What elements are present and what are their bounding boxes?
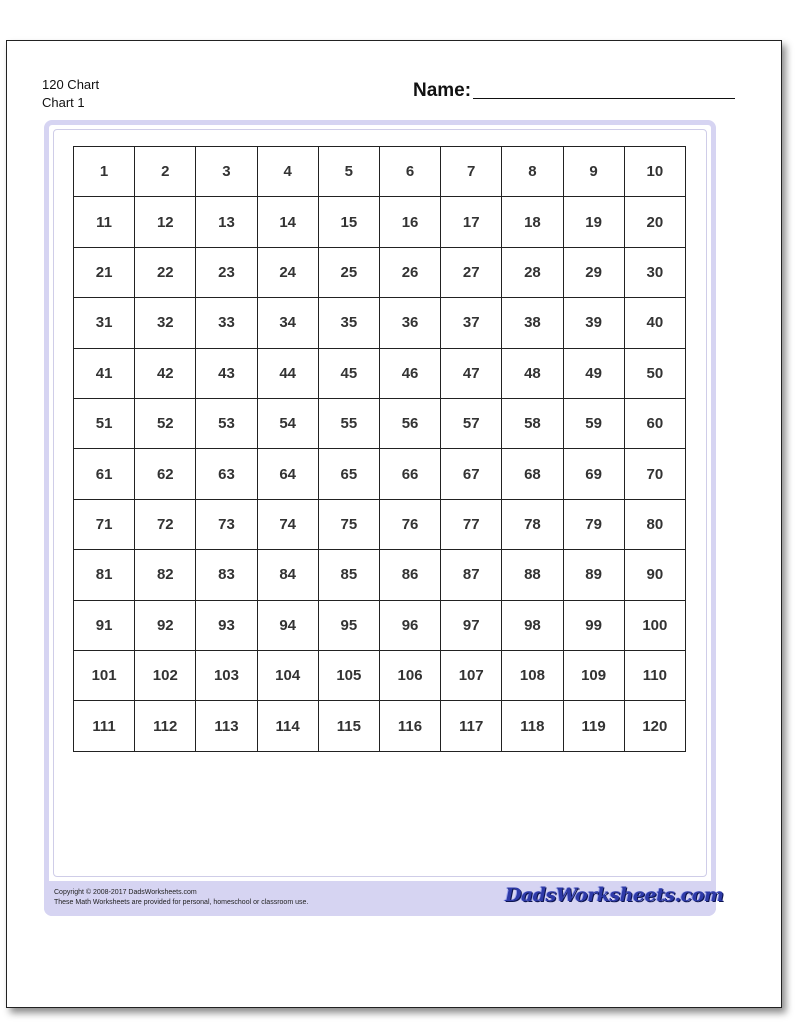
chart-cell: 34 bbox=[257, 298, 318, 348]
chart-cell: 48 bbox=[502, 348, 563, 398]
chart-cell: 19 bbox=[563, 197, 624, 247]
chart-cell: 45 bbox=[318, 348, 379, 398]
dadsworksheets-logo: DadsWorksheets.com bbox=[505, 884, 724, 906]
chart-cell: 92 bbox=[135, 600, 196, 650]
chart-cell: 20 bbox=[624, 197, 685, 247]
chart-row bbox=[74, 147, 686, 197]
name-label: Name: bbox=[413, 80, 472, 101]
chart-cell: 84 bbox=[257, 550, 318, 600]
chart-cell: 68 bbox=[502, 449, 563, 499]
chart-row bbox=[74, 499, 686, 549]
chart-cell: 5 bbox=[318, 147, 379, 197]
chart-cell: 110 bbox=[624, 651, 685, 701]
chart-row bbox=[74, 399, 686, 449]
copyright-text: Copyright © 2008-2017 DadsWorksheets.com bbox=[54, 889, 197, 896]
name-write-line bbox=[473, 98, 735, 99]
chart-cell: 77 bbox=[441, 499, 502, 549]
chart-cell: 46 bbox=[379, 348, 440, 398]
chart-cell: 73 bbox=[196, 499, 257, 549]
chart-cell: 36 bbox=[379, 298, 440, 348]
chart-cell: 23 bbox=[196, 247, 257, 297]
chart-cell: 13 bbox=[196, 197, 257, 247]
chart-cell: 57 bbox=[441, 399, 502, 449]
chart-cell: 15 bbox=[318, 197, 379, 247]
chart-cell: 42 bbox=[135, 348, 196, 398]
chart-cell: 25 bbox=[318, 247, 379, 297]
chart-cell: 86 bbox=[379, 550, 440, 600]
chart-cell: 59 bbox=[563, 399, 624, 449]
chart-cell: 104 bbox=[257, 651, 318, 701]
chart-cell: 63 bbox=[196, 449, 257, 499]
chart-cell: 106 bbox=[379, 651, 440, 701]
name-field bbox=[413, 80, 735, 102]
chart-cell: 85 bbox=[318, 550, 379, 600]
chart-cell: 70 bbox=[624, 449, 685, 499]
chart-cell: 72 bbox=[135, 499, 196, 549]
chart-cell: 53 bbox=[196, 399, 257, 449]
chart-cell: 4 bbox=[257, 147, 318, 197]
chart-row bbox=[74, 247, 686, 297]
chart-cell: 116 bbox=[379, 701, 440, 752]
chart-cell: 33 bbox=[196, 298, 257, 348]
chart-cell: 97 bbox=[441, 600, 502, 650]
chart-cell: 11 bbox=[74, 197, 135, 247]
chart-cell: 22 bbox=[135, 247, 196, 297]
chart-cell: 58 bbox=[502, 399, 563, 449]
chart-cell: 9 bbox=[563, 147, 624, 197]
chart-cell: 64 bbox=[257, 449, 318, 499]
chart-cell: 117 bbox=[441, 701, 502, 752]
worksheet-title: 120 Chart bbox=[42, 77, 100, 92]
chart-cell: 111 bbox=[74, 701, 135, 752]
chart-cell: 103 bbox=[196, 651, 257, 701]
chart-cell: 98 bbox=[502, 600, 563, 650]
chart-cell: 82 bbox=[135, 550, 196, 600]
chart-cell: 40 bbox=[624, 298, 685, 348]
chart-cell: 41 bbox=[74, 348, 135, 398]
chart-cell: 27 bbox=[441, 247, 502, 297]
chart-cell: 51 bbox=[74, 399, 135, 449]
chart-row bbox=[74, 600, 686, 650]
usage-note: These Math Worksheets are provided for personal, homeschool or classroom use. bbox=[54, 899, 309, 906]
chart-row bbox=[74, 197, 686, 247]
chart-cell: 65 bbox=[318, 449, 379, 499]
chart-cell: 12 bbox=[135, 197, 196, 247]
chart-cell: 24 bbox=[257, 247, 318, 297]
chart-cell: 67 bbox=[441, 449, 502, 499]
chart-cell: 112 bbox=[135, 701, 196, 752]
chart-cell: 52 bbox=[135, 399, 196, 449]
chart-cell: 39 bbox=[563, 298, 624, 348]
chart-cell: 71 bbox=[74, 499, 135, 549]
chart-cell: 47 bbox=[441, 348, 502, 398]
chart-cell: 14 bbox=[257, 197, 318, 247]
chart-cell: 90 bbox=[624, 550, 685, 600]
chart-cell: 115 bbox=[318, 701, 379, 752]
chart-cell: 93 bbox=[196, 600, 257, 650]
chart-cell: 38 bbox=[502, 298, 563, 348]
chart-cell: 43 bbox=[196, 348, 257, 398]
chart-row bbox=[74, 550, 686, 600]
chart-cell: 100 bbox=[624, 600, 685, 650]
chart-cell: 95 bbox=[318, 600, 379, 650]
chart-cell: 78 bbox=[502, 499, 563, 549]
footer-text bbox=[54, 888, 308, 908]
chart-cell: 61 bbox=[74, 449, 135, 499]
chart-cell: 62 bbox=[135, 449, 196, 499]
chart-cell: 50 bbox=[624, 348, 685, 398]
chart-row bbox=[74, 651, 686, 701]
chart-cell: 32 bbox=[135, 298, 196, 348]
chart-cell: 105 bbox=[318, 651, 379, 701]
chart-cell: 89 bbox=[563, 550, 624, 600]
chart-cell: 94 bbox=[257, 600, 318, 650]
chart-cell: 76 bbox=[379, 499, 440, 549]
chart-cell: 99 bbox=[563, 600, 624, 650]
chart-row bbox=[74, 449, 686, 499]
chart-cell: 26 bbox=[379, 247, 440, 297]
chart-cell: 7 bbox=[441, 147, 502, 197]
chart-cell: 118 bbox=[502, 701, 563, 752]
chart-cell: 10 bbox=[624, 147, 685, 197]
chart-cell: 80 bbox=[624, 499, 685, 549]
chart-cell: 44 bbox=[257, 348, 318, 398]
chart-cell: 88 bbox=[502, 550, 563, 600]
chart-cell: 35 bbox=[318, 298, 379, 348]
chart-cell: 3 bbox=[196, 147, 257, 197]
chart-cell: 107 bbox=[441, 651, 502, 701]
chart-cell: 37 bbox=[441, 298, 502, 348]
chart-cell: 75 bbox=[318, 499, 379, 549]
chart-cell: 91 bbox=[74, 600, 135, 650]
chart-cell: 79 bbox=[563, 499, 624, 549]
chart-cell: 30 bbox=[624, 247, 685, 297]
chart-cell: 2 bbox=[135, 147, 196, 197]
chart-cell: 96 bbox=[379, 600, 440, 650]
chart-cell: 16 bbox=[379, 197, 440, 247]
chart-cell: 31 bbox=[74, 298, 135, 348]
chart-cell: 18 bbox=[502, 197, 563, 247]
chart-cell: 8 bbox=[502, 147, 563, 197]
chart-cell: 114 bbox=[257, 701, 318, 752]
chart-cell: 109 bbox=[563, 651, 624, 701]
chart-row bbox=[74, 348, 686, 398]
chart-cell: 69 bbox=[563, 449, 624, 499]
chart-cell: 6 bbox=[379, 147, 440, 197]
number-chart-grid bbox=[73, 146, 686, 752]
chart-cell: 29 bbox=[563, 247, 624, 297]
title-block bbox=[42, 76, 99, 112]
chart-cell: 74 bbox=[257, 499, 318, 549]
chart-cell: 101 bbox=[74, 651, 135, 701]
chart-cell: 66 bbox=[379, 449, 440, 499]
chart-cell: 83 bbox=[196, 550, 257, 600]
chart-row bbox=[74, 298, 686, 348]
chart-cell: 120 bbox=[624, 701, 685, 752]
chart-cell: 28 bbox=[502, 247, 563, 297]
chart-cell: 108 bbox=[502, 651, 563, 701]
chart-cell: 1 bbox=[74, 147, 135, 197]
chart-cell: 60 bbox=[624, 399, 685, 449]
chart-cell: 119 bbox=[563, 701, 624, 752]
chart-cell: 55 bbox=[318, 399, 379, 449]
chart-cell: 17 bbox=[441, 197, 502, 247]
chart-row bbox=[74, 701, 686, 752]
chart-cell: 49 bbox=[563, 348, 624, 398]
chart-cell: 102 bbox=[135, 651, 196, 701]
chart-cell: 87 bbox=[441, 550, 502, 600]
chart-cell: 54 bbox=[257, 399, 318, 449]
worksheet-subtitle: Chart 1 bbox=[42, 95, 85, 110]
chart-cell: 21 bbox=[74, 247, 135, 297]
chart-cell: 113 bbox=[196, 701, 257, 752]
chart-cell: 56 bbox=[379, 399, 440, 449]
chart-cell: 81 bbox=[74, 550, 135, 600]
